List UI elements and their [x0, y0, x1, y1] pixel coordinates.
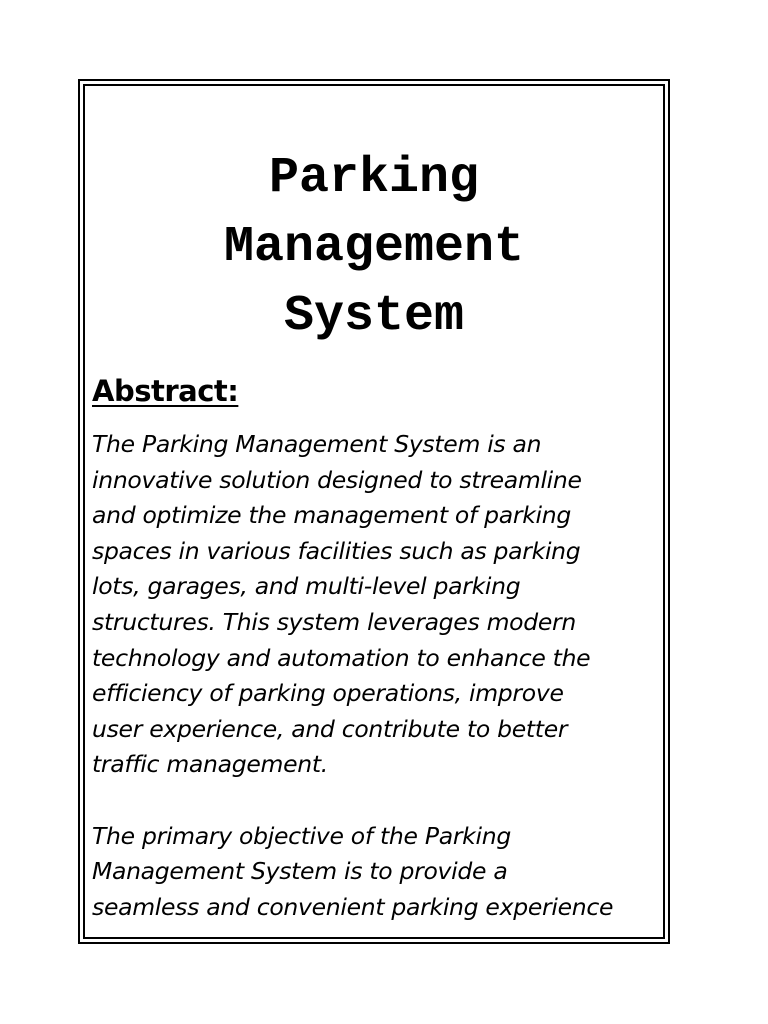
paragraph-line: structures. This system leverages modern [92, 607, 576, 636]
title-line: Parking [268, 150, 480, 207]
paragraph-line: lots, garages, and multi-level parking [92, 572, 521, 601]
abstract-paragraph-1 [92, 427, 659, 783]
paragraph-line: spaces in various facilities such as parking [92, 536, 581, 565]
paragraph-line: efficiency of parking operations, improve [92, 679, 564, 708]
paragraph-line: Management System is to provide a [92, 857, 508, 886]
abstract-body [92, 427, 659, 925]
paragraph-line: The primary objective of the Parking [92, 821, 511, 850]
abstract-heading: Abstract: [92, 374, 239, 408]
page-border-outer [78, 79, 670, 944]
paragraph-line: The Parking Management System is an [92, 430, 542, 458]
title-line: System [283, 288, 465, 345]
paragraph-line: seamless and convenient parking experience [92, 892, 614, 921]
paragraph-line: technology and automation to enhance the [92, 643, 591, 672]
document-title [85, 144, 663, 351]
paragraph-line: user experience, and contribute to better [92, 714, 568, 743]
title-line: Management [223, 219, 525, 276]
paragraph-spacer [92, 783, 659, 819]
abstract-paragraph-2 [92, 819, 659, 926]
paragraph-line: and optimize the management of parking [92, 501, 571, 530]
page-border-inner [83, 84, 665, 939]
paragraph-line: traffic management. [92, 750, 328, 779]
paragraph-line: innovative solution designed to streamline [92, 465, 582, 494]
